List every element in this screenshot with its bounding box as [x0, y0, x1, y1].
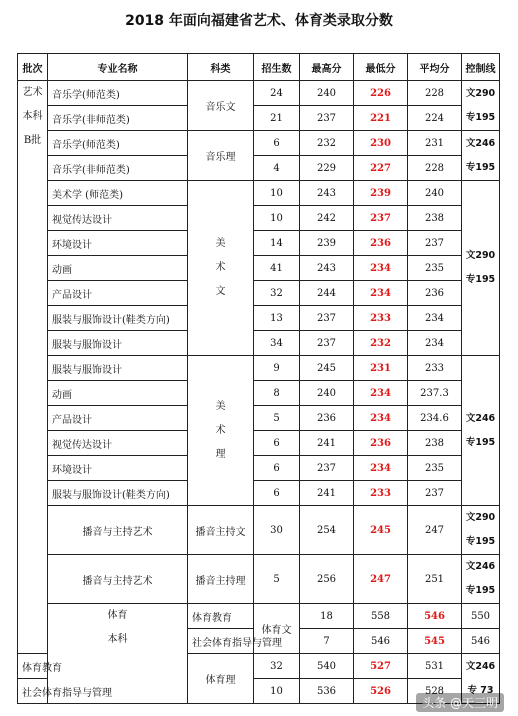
major-name: 音乐学(师范类) — [48, 131, 188, 156]
major-name: 产品设计 — [48, 281, 188, 306]
min-score: 237 — [354, 206, 408, 231]
max-score: 243 — [300, 181, 354, 206]
table-row — [18, 604, 500, 629]
avg-score: 237 — [408, 481, 462, 506]
min-score: 232 — [354, 331, 408, 356]
avg-score: 240 — [408, 181, 462, 206]
min-score: 227 — [354, 156, 408, 181]
header-cell: 最低分 — [354, 54, 408, 81]
enroll-count: 6 — [254, 431, 300, 456]
control-line-value: 文246 — [465, 137, 496, 149]
major-name: 环境设计 — [48, 456, 188, 481]
control-line-value: 文246 — [465, 660, 496, 672]
max-score: 237 — [300, 331, 354, 356]
category-cell: 体育理 — [188, 654, 254, 704]
min-score: 545 — [408, 629, 462, 654]
table-row — [18, 181, 500, 206]
header-cell: 最高分 — [300, 54, 354, 81]
enroll-count: 6 — [254, 481, 300, 506]
min-score: 245 — [354, 506, 408, 555]
table-row — [18, 481, 500, 506]
min-score: 226 — [354, 81, 408, 106]
max-score: 239 — [300, 231, 354, 256]
avg-score: 233 — [408, 356, 462, 381]
major-name: 服装与服饰设计 — [48, 356, 188, 381]
enroll-count: 41 — [254, 256, 300, 281]
table-row — [18, 331, 500, 356]
score-table — [17, 53, 500, 704]
major-name: 动画 — [48, 381, 188, 406]
batch-label: 体育 — [107, 610, 128, 621]
enroll-count: 13 — [254, 306, 300, 331]
enroll-count: 9 — [254, 356, 300, 381]
batch-label: B批 — [23, 135, 42, 146]
avg-score: 228 — [408, 81, 462, 106]
max-score: 241 — [300, 431, 354, 456]
min-score: 231 — [354, 356, 408, 381]
min-score: 234 — [354, 406, 408, 431]
min-score: 247 — [354, 555, 408, 604]
avg-score: 235 — [408, 456, 462, 481]
enroll-count: 30 — [254, 506, 300, 555]
avg-score: 228 — [408, 156, 462, 181]
avg-score: 236 — [408, 281, 462, 306]
table-row — [18, 231, 500, 256]
control-line — [462, 81, 500, 131]
major-name: 服装与服饰设计(鞋类方向) — [48, 481, 188, 506]
avg-score: 234.6 — [408, 406, 462, 431]
table-row — [18, 555, 500, 604]
table-row — [18, 206, 500, 231]
max-score: 243 — [300, 256, 354, 281]
max-score: 242 — [300, 206, 354, 231]
table-row — [18, 281, 500, 306]
control-line-value: 专195 — [465, 436, 496, 448]
enroll-count: 5 — [254, 555, 300, 604]
avg-score: 237 — [408, 231, 462, 256]
header-cell: 平均分 — [408, 54, 462, 81]
min-score: 230 — [354, 131, 408, 156]
max-score: 254 — [300, 506, 354, 555]
category-char: 术 — [215, 262, 226, 273]
major-name: 社会体育指导与管理 — [18, 679, 48, 704]
avg-score: 247 — [408, 506, 462, 555]
header-cell: 专业名称 — [48, 54, 188, 81]
table-row — [18, 406, 500, 431]
control-line-value: 文246 — [465, 561, 496, 572]
enroll-count: 4 — [254, 156, 300, 181]
avg-score: 531 — [408, 654, 462, 679]
min-score: 234 — [354, 281, 408, 306]
table-row — [18, 106, 500, 131]
control-line-value: 文290 — [465, 512, 496, 523]
control-line-value: 文246 — [465, 412, 496, 424]
control-line — [462, 555, 500, 604]
major-name: 服装与服饰设计 — [48, 331, 188, 356]
control-line — [462, 356, 500, 506]
batch-label: 艺术 — [22, 87, 43, 98]
max-score: 232 — [300, 131, 354, 156]
avg-score: 231 — [408, 131, 462, 156]
header-cell: 控制线 — [462, 54, 500, 81]
category-cell: 音乐理 — [188, 131, 254, 181]
category-char: 术 — [215, 424, 226, 436]
avg-score: 528 — [408, 679, 462, 704]
max-score: 236 — [300, 406, 354, 431]
category-cell — [188, 181, 254, 356]
control-line-value: 文290 — [465, 87, 496, 99]
min-score: 236 — [354, 231, 408, 256]
enroll-count: 34 — [254, 331, 300, 356]
max-score: 536 — [300, 679, 354, 704]
major-name: 体育教育 — [188, 604, 254, 629]
avg-score: 238 — [408, 206, 462, 231]
min-score: 234 — [354, 256, 408, 281]
control-line — [462, 181, 500, 356]
enroll-count: 10 — [254, 679, 300, 704]
table-row — [18, 506, 500, 555]
table-row — [18, 381, 500, 406]
major-name: 音乐学(非师范类) — [48, 106, 188, 131]
enroll-count: 21 — [254, 106, 300, 131]
category-cell — [188, 356, 254, 506]
max-score: 256 — [300, 555, 354, 604]
category-cell: 播音主持文 — [188, 506, 254, 555]
major-name: 视觉传达设计 — [48, 431, 188, 456]
table-row — [18, 356, 500, 381]
batch-cell — [18, 81, 48, 654]
table-body — [18, 54, 500, 704]
page-title: 2018 年面向福建省艺术、体育类录取分数 — [125, 13, 393, 29]
enroll-count: 32 — [254, 654, 300, 679]
min-score: 236 — [354, 431, 408, 456]
avg-score: 251 — [408, 555, 462, 604]
header-cell: 批次 — [18, 54, 48, 81]
max-score: 546 — [354, 629, 408, 654]
min-score: 233 — [354, 481, 408, 506]
enroll-count: 8 — [254, 381, 300, 406]
major-name: 美术学 (师范类) — [48, 181, 188, 206]
control-line — [462, 131, 500, 181]
control-line — [462, 506, 500, 555]
major-name: 音乐学(师范类) — [48, 81, 188, 106]
category-char: 美 — [215, 400, 226, 412]
avg-score: 546 — [462, 629, 500, 654]
category-cell: 播音主持理 — [188, 555, 254, 604]
major-name: 音乐学(非师范类) — [48, 156, 188, 181]
major-name: 产品设计 — [48, 406, 188, 431]
max-score: 244 — [300, 281, 354, 306]
table-row — [18, 256, 500, 281]
min-score: 526 — [354, 679, 408, 704]
max-score: 558 — [354, 604, 408, 629]
max-score: 237 — [300, 306, 354, 331]
category-char: 理 — [215, 448, 226, 460]
max-score: 540 — [300, 654, 354, 679]
min-score: 234 — [354, 456, 408, 481]
max-score: 241 — [300, 481, 354, 506]
min-score: 527 — [354, 654, 408, 679]
enroll-count: 18 — [300, 604, 354, 629]
major-name: 播音与主持艺术 — [48, 506, 188, 555]
major-name: 体育教育 — [18, 654, 48, 679]
min-score: 234 — [354, 381, 408, 406]
control-line-value: 专195 — [465, 111, 496, 123]
watermark: 头条 @天三明 — [416, 693, 504, 712]
category-char: 文 — [215, 286, 226, 297]
avg-score: 550 — [462, 604, 500, 629]
avg-score: 234 — [408, 331, 462, 356]
table-row — [18, 456, 500, 481]
major-name: 环境设计 — [48, 231, 188, 256]
avg-score: 234 — [408, 306, 462, 331]
max-score: 245 — [300, 356, 354, 381]
min-score: 233 — [354, 306, 408, 331]
batch-label: 本科 — [22, 111, 43, 122]
enroll-count: 7 — [300, 629, 354, 654]
major-name: 播音与主持艺术 — [48, 555, 188, 604]
max-score: 240 — [300, 81, 354, 106]
enroll-count: 32 — [254, 281, 300, 306]
max-score: 237 — [300, 106, 354, 131]
major-name: 服装与服饰设计(鞋类方向) — [48, 306, 188, 331]
header-row — [18, 54, 500, 81]
avg-score: 237.3 — [408, 381, 462, 406]
max-score: 237 — [300, 456, 354, 481]
control-line-value: 专 73 — [467, 684, 494, 696]
enroll-count: 10 — [254, 206, 300, 231]
enroll-count: 10 — [254, 181, 300, 206]
max-score: 240 — [300, 381, 354, 406]
avg-score: 235 — [408, 256, 462, 281]
control-line-value: 专195 — [465, 536, 496, 547]
table-row — [18, 306, 500, 331]
major-name: 动画 — [48, 256, 188, 281]
avg-score: 238 — [408, 431, 462, 456]
table-row — [18, 431, 500, 456]
min-score: 546 — [408, 604, 462, 629]
category-char: 美 — [215, 238, 226, 249]
enroll-count: 5 — [254, 406, 300, 431]
table-row — [18, 156, 500, 181]
major-name: 社会体育指导与管理 — [188, 629, 254, 654]
header-cell: 招生数 — [254, 54, 300, 81]
category-cell: 音乐文 — [188, 81, 254, 131]
enroll-count: 14 — [254, 231, 300, 256]
batch-label: 本科 — [107, 634, 128, 645]
enroll-count: 24 — [254, 81, 300, 106]
control-line-value: 专195 — [465, 274, 496, 285]
table-row — [18, 131, 500, 156]
min-score: 221 — [354, 106, 408, 131]
control-line-value: 专195 — [465, 161, 496, 173]
enroll-count: 6 — [254, 131, 300, 156]
category-cell: 体育文 — [254, 604, 300, 654]
min-score: 239 — [354, 181, 408, 206]
header-cell: 科类 — [188, 54, 254, 81]
enroll-count: 6 — [254, 456, 300, 481]
control-line-value: 专195 — [465, 585, 496, 596]
table-row — [18, 81, 500, 106]
control-line-value: 文290 — [465, 250, 496, 261]
major-name: 视觉传达设计 — [48, 206, 188, 231]
max-score: 229 — [300, 156, 354, 181]
avg-score: 224 — [408, 106, 462, 131]
